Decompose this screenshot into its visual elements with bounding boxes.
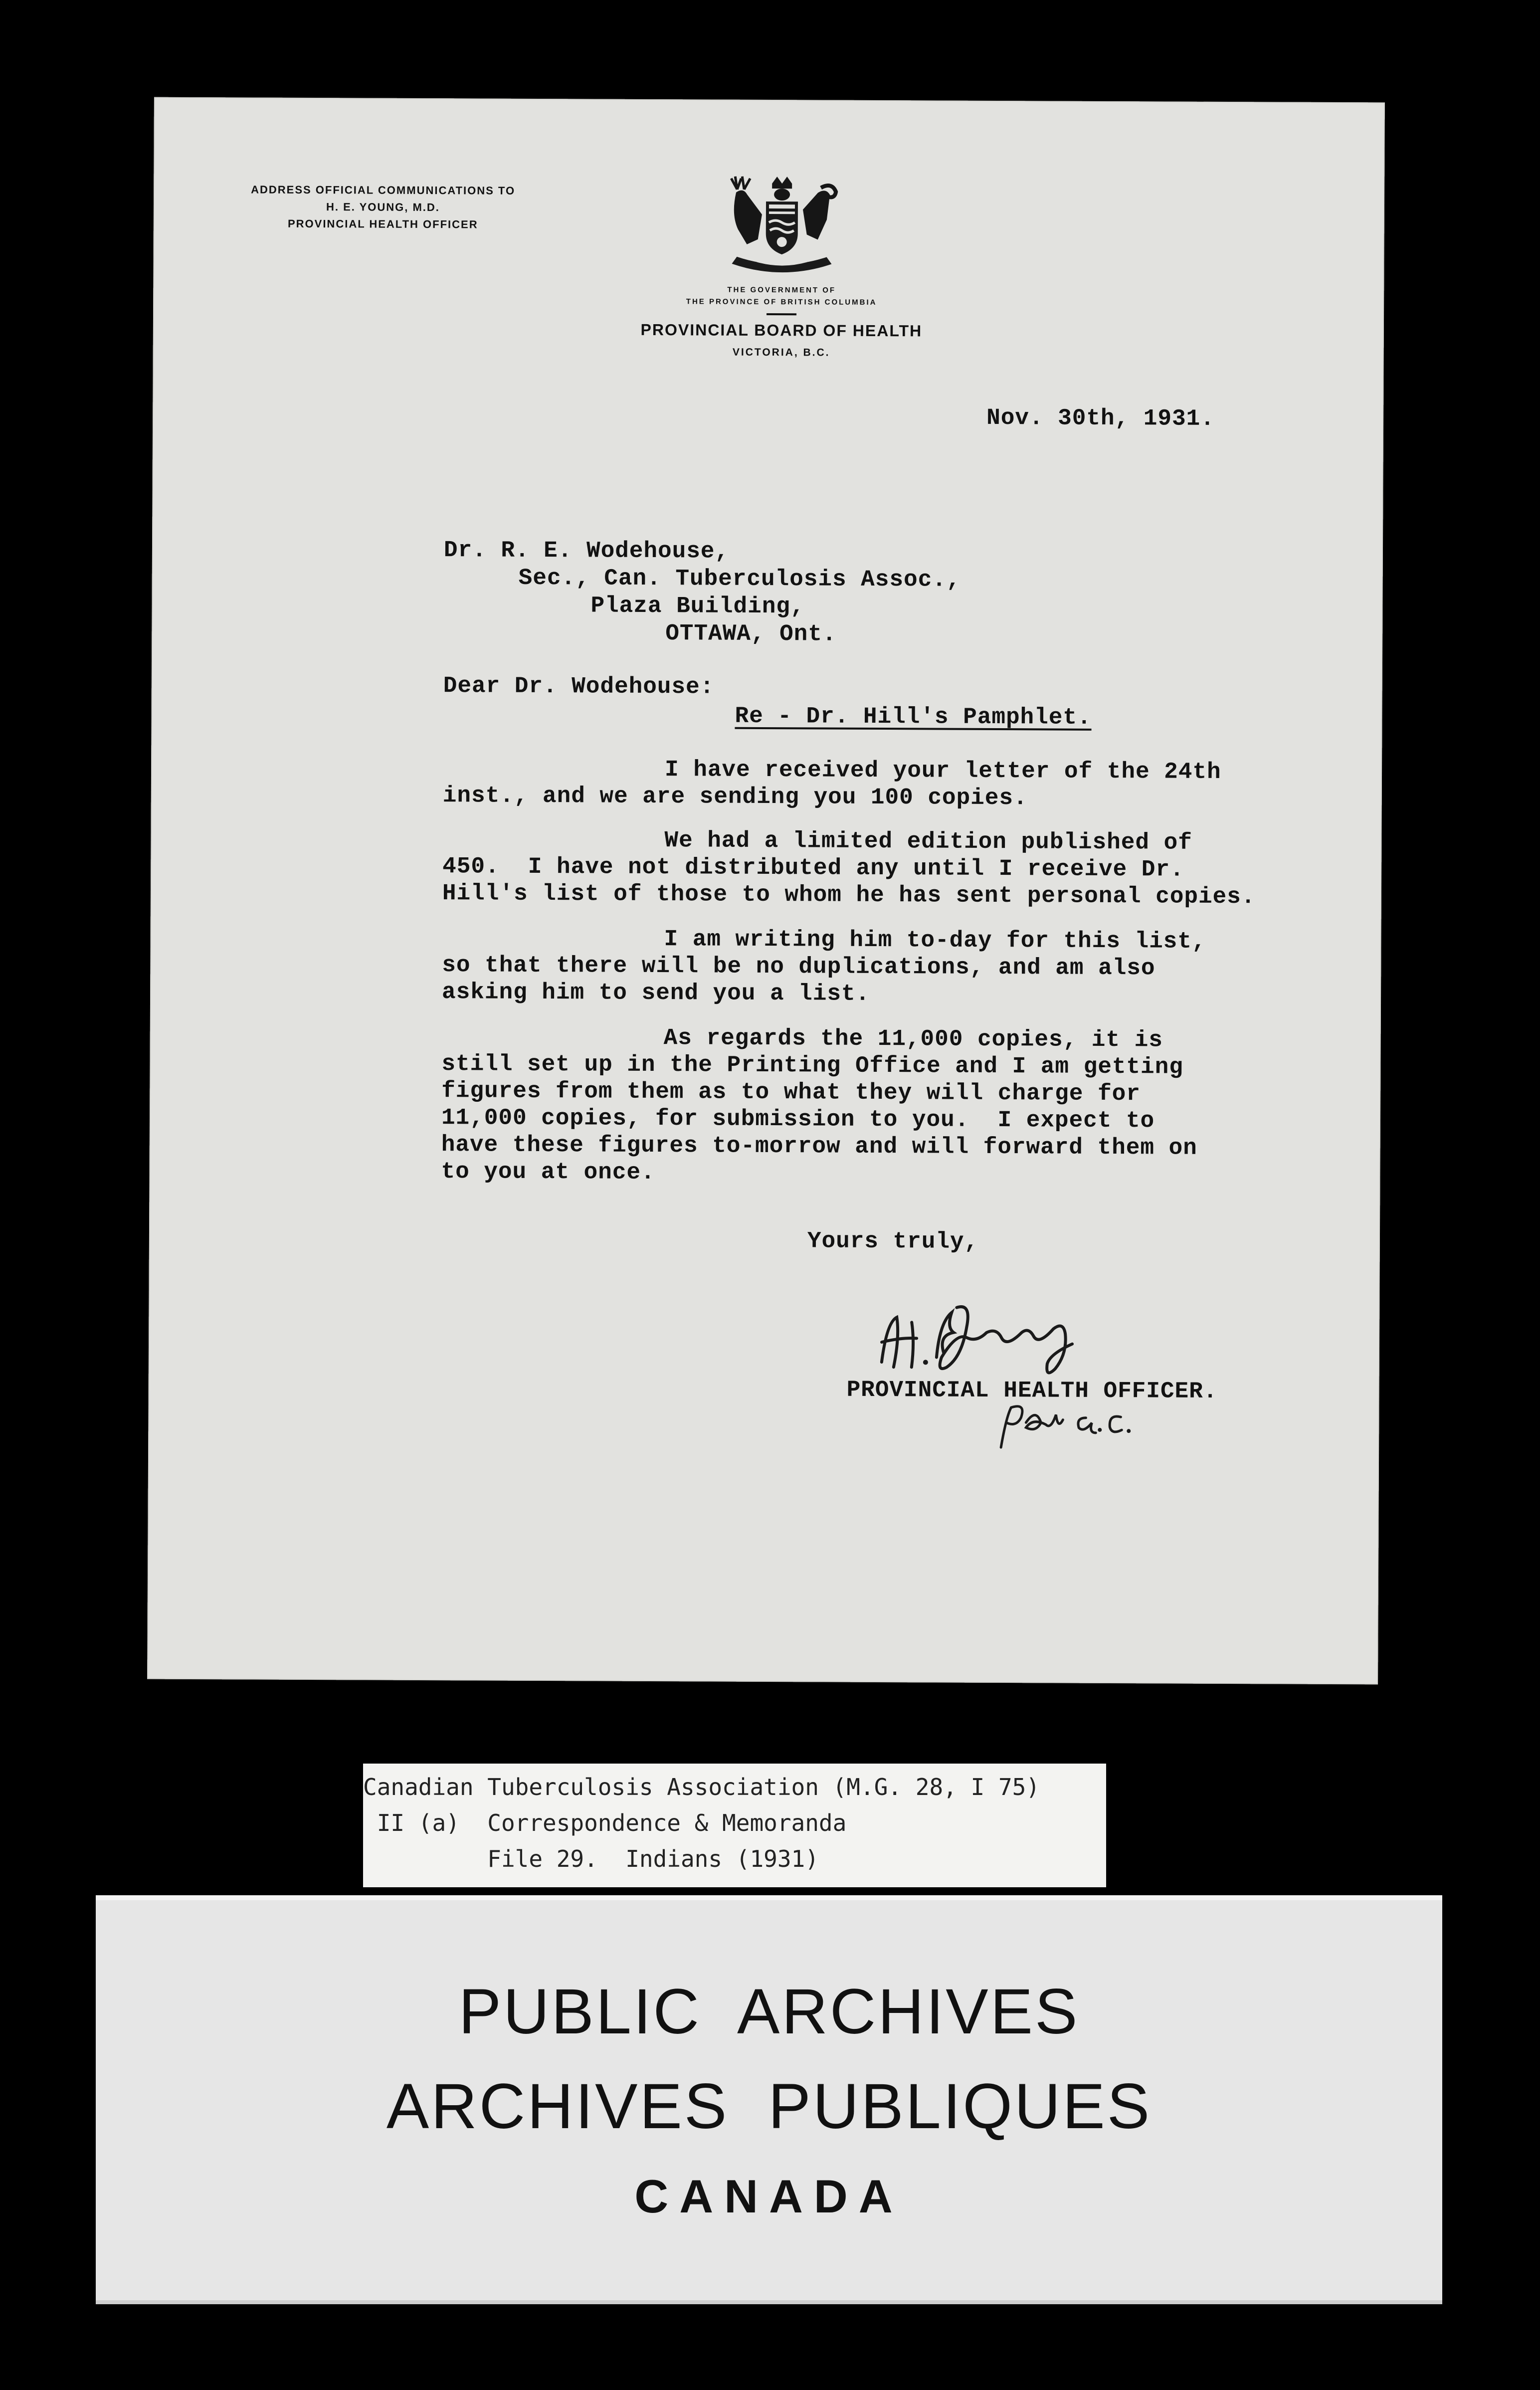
city: VICTORIA, B.C. — [732, 346, 830, 359]
paragraph-line: asking him to send you a list. — [441, 979, 870, 1007]
letter-sheet — [147, 97, 1385, 1685]
stamp-line-french: ARCHIVES PUBLIQUES — [386, 2071, 1152, 2142]
label-line: File 29. Indians (1931) — [363, 1845, 819, 1872]
paragraph-line: figures from them as to what they will charge for — [441, 1078, 1141, 1107]
archive-file-label — [363, 1764, 1106, 1887]
letter-date: Nov. 30th, 1931. — [986, 404, 1215, 432]
address-line: H. E. YOUNG, M.D. — [326, 200, 440, 214]
handwritten-initials — [991, 1393, 1141, 1458]
recipient-line: OTTAWA, Ont. — [665, 620, 837, 647]
board-name: PROVINCIAL BOARD OF HEALTH — [640, 320, 923, 340]
paragraph-line: I have received your letter of the 24th — [664, 757, 1221, 785]
gov-line: THE PROVINCE OF BRITISH COLUMBIA — [686, 297, 877, 307]
gov-line: THE GOVERNMENT OF — [727, 285, 836, 295]
paragraph-line: still set up in the Printing Office and I am getting — [441, 1051, 1184, 1080]
signature-title: PROVINCIAL HEALTH OFFICER. — [846, 1377, 1218, 1404]
public-archives-stamp — [96, 1895, 1442, 2304]
paragraph-line: to you at once. — [441, 1159, 655, 1186]
stamp-line-country: CANADA — [634, 2170, 904, 2222]
label-line: II (a) Correspondence & Memoranda — [363, 1809, 847, 1836]
paragraph-line: 450. I have not distributed any until I receive Dr. — [442, 853, 1184, 883]
recipient-line: Dr. R. E. Wodehouse, — [443, 537, 730, 565]
closing: Yours truly, — [807, 1228, 979, 1255]
address-line: ADDRESS OFFICIAL COMMUNICATIONS TO — [251, 183, 516, 197]
recipient-line: Plaza Building, — [590, 593, 805, 620]
subject-line: Re - Dr. Hill's Pamphlet. — [735, 703, 1092, 731]
paragraph-line: have these figures to-morrow and will forward them on — [441, 1132, 1197, 1161]
divider — [767, 313, 796, 315]
label-line: Canadian Tuberculosis Association (M.G. 28, I 75) — [363, 1774, 1040, 1800]
paragraph-line: We had a limited edition published of — [664, 827, 1192, 856]
coat-of-arms-icon — [702, 174, 862, 279]
paragraph-line: 11,000 copies, for submission to you. I expect to — [441, 1105, 1155, 1134]
paragraph-line: so that there will be no duplications, and am also — [442, 952, 1155, 982]
letterhead-government — [622, 284, 942, 360]
paragraph-line: I am writing him to-day for this list, — [664, 926, 1206, 955]
recipient-line: Sec., Can. Tuberculosis Assoc., — [518, 565, 961, 593]
paragraph-line: inst., and we are sending you 100 copies. — [442, 783, 1028, 811]
paragraph-line: Hill's list of those to whom he has sent personal copies. — [442, 880, 1256, 910]
salutation: Dear Dr. Wodehouse: — [443, 673, 715, 700]
stamp-line-english: PUBLIC ARCHIVES — [458, 1976, 1080, 2047]
letterhead-address — [228, 181, 538, 233]
paragraph-line: As regards the 11,000 copies, it is — [663, 1025, 1163, 1053]
address-line: PROVINCIAL HEALTH OFFICER — [287, 217, 478, 231]
